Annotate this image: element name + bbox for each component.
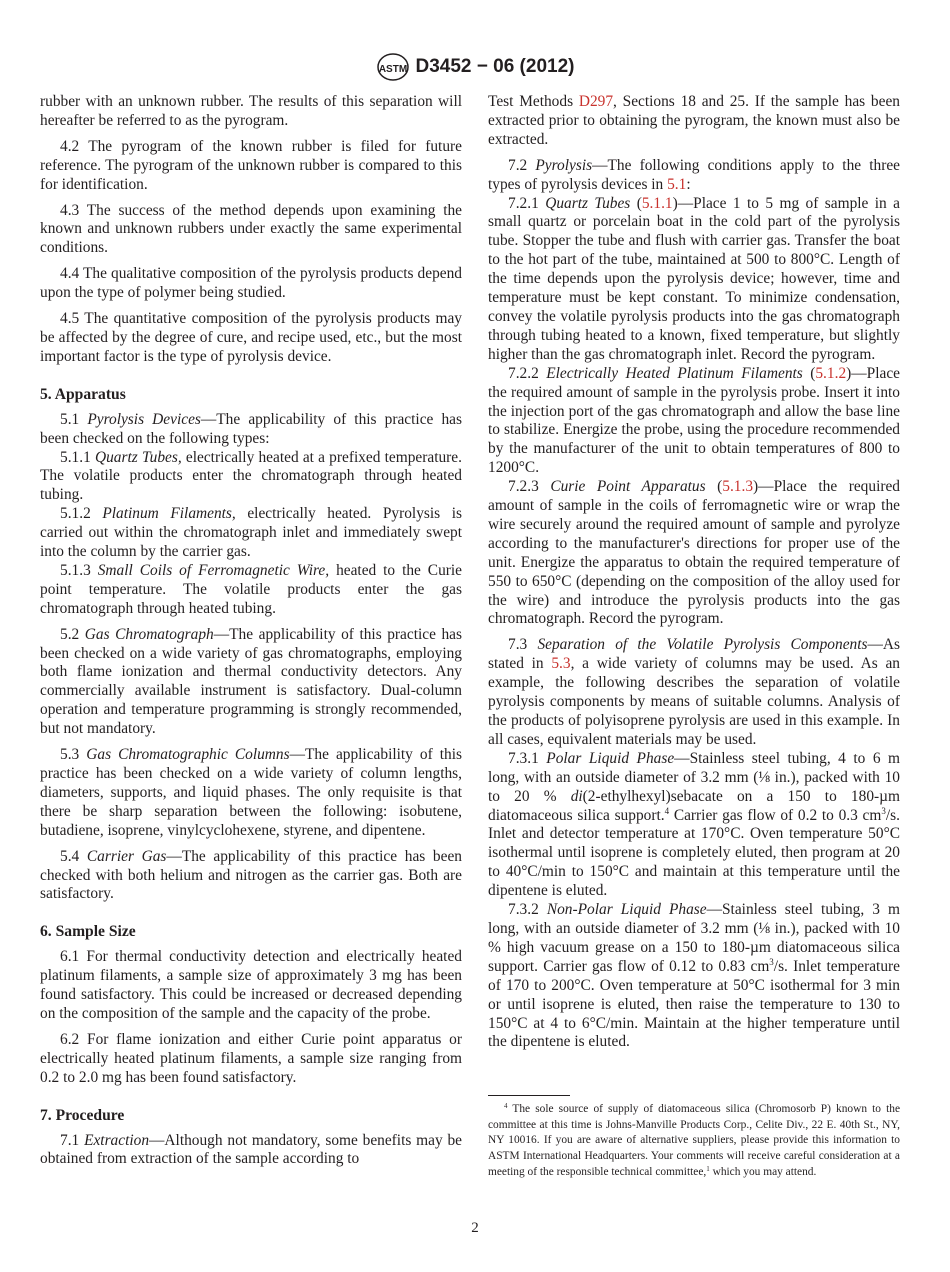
text-run: 4.3 The success of the method depends upon examining the known and unknown rubbers under exactly the same experimental conditions. <box>40 201 462 257</box>
paragraph-7-2-3 <box>488 478 900 629</box>
superscript: 4 <box>664 805 670 816</box>
paragraph-4-2 <box>40 138 462 195</box>
paragraph-5-1-2 <box>40 505 462 562</box>
cross-reference-link[interactable]: D297 <box>578 93 614 110</box>
footnote-4 <box>488 1102 900 1181</box>
text-run: ( <box>630 194 642 212</box>
text-run: —Although not mandatory, some benefits may be obtained from extraction of the sample according to <box>40 1131 462 1168</box>
italic-text: di <box>570 787 583 805</box>
text-run: 7.2.3 <box>508 478 551 496</box>
paragraph <box>40 93 462 131</box>
superscript: 1 <box>706 1164 710 1173</box>
paragraph-5-1 <box>40 411 462 449</box>
text-run: )—Place the required amount of sample in the coils of ferromagnetic wire or wrap the wire securely around the required amount of sample and pyrolyze according to the manufacturer's directions for proper use of the unit. Energize the apparatus to obtain the required temperature of 550 to 650°C (depending on the composition of the alloy used for the wire) and introduce the pyrolysis products into the gas chromatograph. Record the pyrogram. <box>488 478 901 628</box>
italic-text: Small Coils of Ferromagnetic Wire, <box>97 561 330 579</box>
section-heading <box>40 923 462 942</box>
text-run: /s. Inlet and detector temperature at 170°C. Oven temperature 50°C isothermal until isoprene is completely eluted, then program at 20 to 40°C/min to 150°C and maintain at this temperature until the dipentene is eluted. <box>488 806 900 900</box>
text-run: Carrier gas flow of 0.2 to 0.3 cm <box>669 806 882 824</box>
text-run: (2-ethylhexyl)sebacate on a 150 to 180-µm diatomaceous silica support. <box>488 787 900 824</box>
text-run: )—Place the required amount of sample in the pyrolysis probe. Insert it into the injection port of the gas chromatograph and allow the base line to stabilize. Energize the probe, using the procedure recommended by the manufacturer of the unit to obtain temperatures of 800 to 1200°C. <box>488 364 900 477</box>
left-column <box>40 93 462 1176</box>
cross-reference-link[interactable]: 5.1 <box>667 175 687 193</box>
text-run: —The applicability of this practice has been checked on the following types: <box>40 410 462 447</box>
text-run: —Stainless steel tubing, 3 m long, with an outside diameter of 3.2 mm (⅛ in.), packed with 10 % high vacuum grease on a 150 to 180-µm diatomaceous silica support. Carrier gas flow of 0.12 to 0.83 cm <box>488 901 900 975</box>
text-run: : <box>686 175 691 193</box>
superscript: 3 <box>769 956 774 967</box>
text-run: )—Place 1 to 5 mg of sample in a small quartz or porcelain boat in the cold part of the pyrolysis tube. Stopper the tube and flush with carrier gas. Transfer the boat to the hot part of the tube, maintained at 500 to 800°C. Length of the time depends upon the pyrolysis device; however, time and temperature must be kept constant. To minimize condensation, convey the volatile pyrolysis products into the gas chromatograph through tubing heated to a known, fixed temperature, but slightly higher than the gas chromatograph inlet. Record the pyrogram. <box>488 194 900 363</box>
text-run: 5. Apparatus <box>40 385 126 403</box>
cross-reference-link[interactable]: 5.1.3 <box>722 478 754 496</box>
paragraph-7-3 <box>488 636 900 749</box>
italic-text: Pyrolysis <box>535 156 593 174</box>
italic-text: Pyrolysis Devices <box>87 410 201 428</box>
text-run: 7.2 <box>508 156 536 174</box>
paragraph-4-4 <box>40 265 462 303</box>
italic-text: Electrically Heated Platinum Filaments <box>546 364 803 382</box>
paragraph-4-5 <box>40 310 462 367</box>
text-run: 6.1 For thermal conductivity detection and electrically heated platinum filaments, a sample size of approximately 3 mg has been found satisfactory. This could be increased or decreased depending on the composition of the sample and the capacity of the probe. <box>40 948 462 1022</box>
right-column <box>488 93 900 1059</box>
paragraph-7-3-2 <box>488 901 900 1052</box>
italic-text: Curie Point Apparatus <box>550 478 706 496</box>
paragraph-7-1 <box>40 1132 462 1170</box>
text-run: electrically heated at a prefixed temperature. The volatile products enter the chromatograph through heated tubing. <box>40 448 462 504</box>
cross-reference-link[interactable]: 5.1.1 <box>641 194 673 212</box>
text-run: which you may attend. <box>709 1165 817 1178</box>
text-run: 5.4 <box>60 847 87 865</box>
text-run: The sole source of supply of diatomaceous silica (Chromosorb P) known to the committee at this time is Johns-Manville Products Corp., Celite Div., 22 E. 40th St., NY, NY 10016. If you are aware of alternative suppliers, please provide this information to ASTM International Headquarters. Your comments will receive careful consideration at a meeting of the responsible technical committee, <box>488 1103 900 1178</box>
paragraph-5-1-1 <box>40 449 462 506</box>
text-run: 5.2 <box>60 625 85 643</box>
text-run: 4.4 The qualitative composition of the pyrolysis products depend upon the type of polymer being studied. <box>40 265 462 302</box>
text-run: 7.3.2 <box>508 901 547 919</box>
text-run: rubber with an unknown rubber. The results of this separation will hereafter be referred to as the pyrogram. <box>40 93 462 129</box>
italic-text: Separation of the Volatile Pyrolysis Components <box>537 636 868 654</box>
page-header <box>0 52 950 82</box>
document-designation: D3452 − 06 (2012) <box>415 56 575 77</box>
astm-logo-icon <box>376 52 410 82</box>
svg-text:ASTM: ASTM <box>378 64 407 75</box>
text-run: 4.5 The quantitative composition of the pyrolysis products may be affected by the degree of cure, and recipe used, etc., but the most important factor is the type of pyrolysis device. <box>40 310 462 365</box>
italic-text: Quartz Tubes <box>545 194 631 212</box>
text-run: 7.1 <box>60 1131 85 1149</box>
text-run: Test Methods <box>488 93 579 110</box>
italic-text: Carrier Gas <box>86 847 167 865</box>
text-run: ( <box>705 478 723 496</box>
paragraph-5-4 <box>40 848 462 905</box>
text-run: 6. Sample Size <box>40 923 136 941</box>
text-run: electrically heated. Pyrolysis is carried out within the chromatograph inlet and immediately swept into the column by the carrier gas. <box>40 505 462 561</box>
paragraph-7-2 <box>488 157 900 195</box>
text-run: 7.3 <box>508 636 538 654</box>
text-run: 5.1.3 <box>60 561 98 579</box>
text-run: 5.3 <box>60 746 87 764</box>
text-run: 7.3.1 <box>508 749 547 767</box>
superscript: 3 <box>881 805 886 816</box>
italic-text: Polar Liquid Phase <box>546 749 675 767</box>
paragraph-5-2 <box>40 626 462 739</box>
text-run: , a wide variety of columns may be used. As an example, the following describes the separation of volatile pyrolysis components by means of suitable columns. Analysis of the products of polyisoprene pyrolysis are used in this example. In all cases, equivalent materials may be used. <box>488 655 900 748</box>
text-run: 7. Procedure <box>40 1106 125 1124</box>
text-run: heated to the Curie point temperature. The volatile products enter the gas chromatograph through heated tubing. <box>40 561 463 617</box>
paragraph-6-1 <box>40 948 462 1024</box>
italic-text: Gas Chromatograph <box>84 625 214 643</box>
paragraph-6-2 <box>40 1031 462 1088</box>
cross-reference-link[interactable]: 5.1.2 <box>815 364 847 382</box>
italic-text: Extraction <box>84 1131 150 1149</box>
text-run: —The following conditions apply to the three types of pyrolysis devices in <box>488 156 900 193</box>
text-run: —Stainless steel tubing, 4 to 6 m long, with an outside diameter of 3.2 mm (⅛ in.), packed with 10 to 20 % <box>488 749 901 805</box>
text-run: 5.1.2 <box>60 505 103 523</box>
paragraph-7-2-2 <box>488 365 900 478</box>
paragraph <box>488 93 900 150</box>
text-run: —As stated in <box>488 636 900 673</box>
text-run: 5.1.1 <box>60 448 95 466</box>
page-number: 2 <box>471 1220 479 1236</box>
paragraph-4-3 <box>40 202 462 259</box>
text-run: /s. Inlet temperature of 170 to 200°C. Oven temperature at 50°C isothermal for 3 min or until isoprene is eluted, then raise the temperature to 130 to 150°C at 4 to 6°C/min. Maintain at the higher temperature until the dipentene is eluted. <box>488 957 900 1051</box>
paragraph-5-3 <box>40 746 462 841</box>
text-run: —The applicability of this practice has been checked on a wide variety of gas chromatographs, employing both flame ionization and thermal conductivity detectors. Any commercially available instrument is satisfactory. Dual-column operation and temperature programming is strongly recommended, but not mandatory. <box>40 625 462 738</box>
section-heading <box>40 386 462 405</box>
text-run: 4.2 The pyrogram of the known rubber is filed for future reference. The pyrogram of the unknown rubber is compared to this for identification. <box>40 137 462 193</box>
section-heading <box>40 1107 462 1126</box>
text-run: —The applicability of this practice has been checked with both helium and nitrogen as the carrier gas. Both are satisfactory. <box>40 847 462 903</box>
footnote-divider <box>488 1095 570 1096</box>
text-run: ( <box>802 364 816 382</box>
paragraph-7-2-1 <box>488 195 900 365</box>
italic-text: Platinum Filaments, <box>102 505 236 523</box>
italic-text: Quartz Tubes, <box>94 448 182 466</box>
text-run: 7.2.1 <box>508 194 546 212</box>
text-run: 7.2.2 <box>508 364 547 382</box>
paragraph-5-1-3 <box>40 562 462 619</box>
text-run: 5.1 <box>60 410 88 428</box>
superscript: 4 <box>504 1102 508 1110</box>
italic-text: Gas Chromatographic Columns <box>86 746 290 764</box>
text-run: , Sections 18 and 25. If the sample has been extracted prior to obtaining the pyrogram, the known must also be extracted. <box>488 93 900 148</box>
cross-reference-link[interactable]: 5.3 <box>551 655 571 673</box>
paragraph-7-3-1 <box>488 750 900 901</box>
italic-text: Non-Polar Liquid Phase <box>546 901 707 919</box>
text-run: 6.2 For flame ionization and either Curie point apparatus or electrically heated platinum filaments, a sample size ranging from 0.2 to 2.0 mg has been found satisfactory. <box>40 1030 462 1086</box>
text-run: —The applicability of this practice has been checked on a wide variety of column lengths, diameters, supports, and liquid phases. The only requisite is that there be sharp separation between the following: isobutene, butadiene, isoprene, vinylcyclohexene, styrene, and dipentene. <box>40 746 462 839</box>
